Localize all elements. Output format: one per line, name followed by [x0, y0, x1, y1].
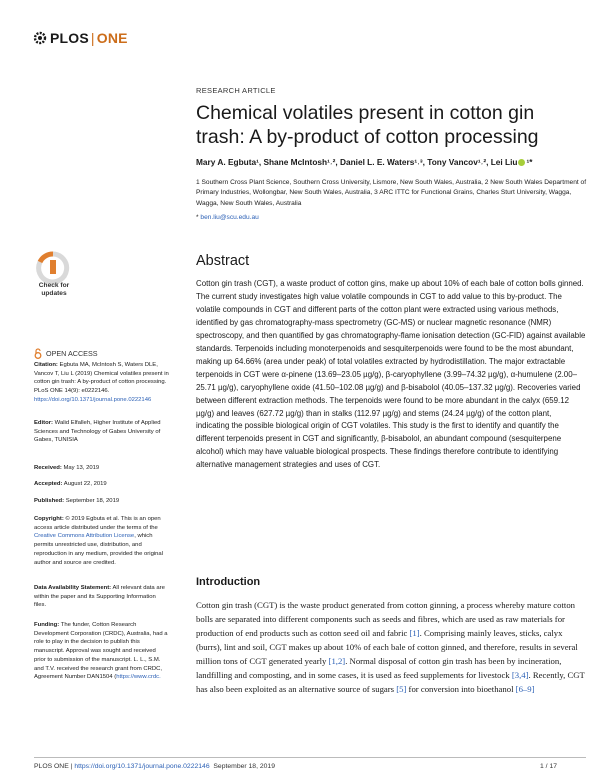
funding-label: Funding:	[34, 622, 60, 628]
corresponding-email	[196, 214, 259, 221]
authors-tail: ¹*	[526, 157, 533, 167]
page-number: 1 / 17	[540, 763, 558, 770]
citation-text: Egbuta MA, McIntosh S, Waters DLE, Vancov T, Liu L (2019) Chemical volatiles present in cotton gin trash: A by-product of cotton processing. PLoS ONE 14(9): e0222146.	[34, 362, 169, 395]
footer-journal: PLOS ONE	[34, 763, 69, 770]
open-access-lock-icon	[34, 348, 42, 359]
published-date: September 18, 2019	[65, 498, 120, 504]
footer-citation	[34, 763, 275, 770]
editor-block	[34, 419, 169, 445]
footer-separator: |	[68, 763, 75, 770]
email-prefix: *	[196, 214, 201, 221]
editor-text: Walid Elfalleh, Higher Institute of Applied Sciences and Technology of Gabes University of Gabes, TUNISIA	[34, 420, 161, 444]
logo-plos-text: PLOS	[50, 30, 89, 46]
copyright-label: Copyright:	[34, 516, 64, 522]
citation-ref[interactable]: [6–9]	[515, 684, 535, 694]
citation-ref[interactable]: [1,2]	[328, 656, 346, 666]
accepted-label: Accepted:	[34, 481, 63, 487]
published-block	[34, 497, 169, 506]
authors-text: Mary A. Egbuta¹, Shane McIntosh¹˒², Daniel L. E. Waters¹˒³, Tony Vancov¹˒², Lei Liu	[196, 157, 518, 167]
logo-one-text: ONE	[96, 30, 128, 46]
plos-one-logo	[33, 30, 128, 46]
license-link[interactable]: Creative Commons Attribution License	[34, 533, 135, 540]
accepted-block	[34, 480, 169, 489]
data-availability-label: Data Availability Statement:	[34, 585, 112, 591]
funding-text: The funder, Cotton Research Development Corporation (CRDC), Australia, had a role to play in the decision to publish this manuscript. Approval was sought and received prior to submission of the manuscript. L. L., S.M. and T.V. received the research grant from CRDC, Agreement Number DAN1504 (	[34, 622, 168, 681]
received-date: May 13, 2019	[63, 465, 100, 471]
citation-ref[interactable]: [3,4]	[511, 670, 529, 680]
citation-doi-link[interactable]: https://doi.org/10.1371/journal.pone.0222146	[34, 396, 152, 403]
intro-text-4: . Recently, CGT has also been exploited as an alternative source of sugars	[196, 670, 585, 694]
open-access-badge	[34, 348, 98, 359]
footer-date: September 18, 2019	[213, 763, 275, 770]
plos-logo-icon	[33, 31, 47, 45]
check-for-updates-label[interactable]: Check for updates	[38, 282, 70, 297]
article-title: Chemical volatiles present in cotton gin trash: A by-product of cotton processing	[196, 102, 539, 148]
abstract-heading: Abstract	[196, 253, 250, 269]
data-availability-text: All relevant data are within the paper and its Supporting Information files.	[34, 585, 165, 609]
intro-text-2: . Comprising mainly leaves, sticks, calyx (burrs), lint and soil, CGT makes up about 10% of each bale of cotton ginned, and therefore, results in several million tons of CGT generated yearly	[196, 628, 578, 666]
intro-text-1: Cotton gin trash (CGT) is the waste product generated from cotton ginning, a process whereby mature cotton bolls are separated into different components such as seeds and fibres, which are used as raw materials for production of end products such as cotton seed oil and fabric	[196, 600, 576, 638]
introduction-body	[196, 598, 588, 696]
abstract-body: Cotton gin trash (CGT), a waste product of cotton gins, make up about 10% of each bale of cotton bolls ginned. The current study investigates high value volatile compounds in CGT to add value to this by-product. The volatile compounds in CGT and different parts of the cotton plant were extracted using various methods, identified by gas chromatography-mass spectrometry (GC-MS) or nuclear magnetic resonance (NMR) spectroscopy, and then quantified by gas chromatography-flame ionisation detection (GC-FID) against available standards. Terpenoids including monoterpenoids and sesquiterpenoids were found to be the most abundant, making up 64.66% (area under peak) of total volatiles extracted by hydrodistillation. The major extractable terpenoids in CGT were α-pinene (13.69–23.05 µg/g), β-caryophyllene (3.99–74.32 µg/g), α-humulene (2.00–25.71 µg/g), caryophyllene oxide (41.50–102.08 µg/g) and β-bisabolol (40.05–137.32 µg/g). Recoveries varied between different extraction methods. The terpenoids were found to be more abundant in the calyx (659.12 µg/g) and leaves (627.72 µg/g) than in stalks (112.97 µg/g) and stems (24.24 µg/g) of the cotton plant, indicating the possible biological origin of CGT volatiles. This study is the first to identify and quantify the different terpenoids present in CGT and significantly, β-bisabolol, an abundant compound (sesquiterpene alcohol) which may have valuable biological prospects. These findings therefore contribute to identifying alternative management strategies and uses of CGT.	[196, 279, 586, 470]
article-type: RESEARCH ARTICLE	[196, 86, 276, 95]
funding-block	[34, 621, 169, 682]
footer-doi-link[interactable]: https://doi.org/10.1371/journal.pone.0222146	[74, 763, 210, 770]
citation-ref[interactable]: [1]	[409, 628, 420, 638]
citation-label: Citation:	[34, 362, 58, 368]
affiliations: 1 Southern Cross Plant Science, Southern Cross University, Lismore, New South Wales, Australia, 2 New South Wales Department of Primary Industries, Wollongbar, New South Wales, Australia, 3 ARC ITTC for Functional Grains, Charles Sturt University, Wagga, Wagga, New South Wales, Australia	[196, 179, 587, 207]
copyright-tail: , which permits unrestricted use, distribution, and reproduction in any medium, provided the original author and source are credited.	[34, 533, 164, 566]
email-link[interactable]: ben.liu@scu.edu.au	[200, 214, 259, 221]
intro-text-5: for conversion into bioethanol	[408, 684, 514, 694]
copyright-block	[34, 515, 169, 567]
copyright-text: © 2019 Egbuta et al. This is an open access article distributed under the terms of the	[34, 516, 161, 531]
received-block	[34, 464, 169, 473]
introduction-heading: Introduction	[196, 576, 261, 588]
accepted-date: August 22, 2019	[63, 481, 107, 487]
footer-divider	[34, 757, 586, 758]
citation-block	[34, 361, 169, 405]
orcid-icon[interactable]	[518, 159, 525, 166]
funding-link[interactable]: https://www.crdc.	[116, 674, 161, 681]
open-access-label: OPEN ACCESS	[46, 349, 98, 358]
logo-separator: |	[90, 30, 95, 46]
editor-label: Editor:	[34, 420, 53, 426]
intro-text-3: . Normal disposal of cotton gin trash has been by incineration, landfilling and composting, and in some cases, it is used as feed supplements for livestock	[196, 656, 562, 680]
check-for-updates-icon[interactable]	[34, 250, 72, 308]
author-list	[196, 157, 586, 167]
received-label: Received:	[34, 465, 62, 471]
data-availability-block	[34, 584, 169, 610]
citation-ref[interactable]: [5]	[396, 684, 407, 694]
published-label: Published:	[34, 498, 65, 504]
